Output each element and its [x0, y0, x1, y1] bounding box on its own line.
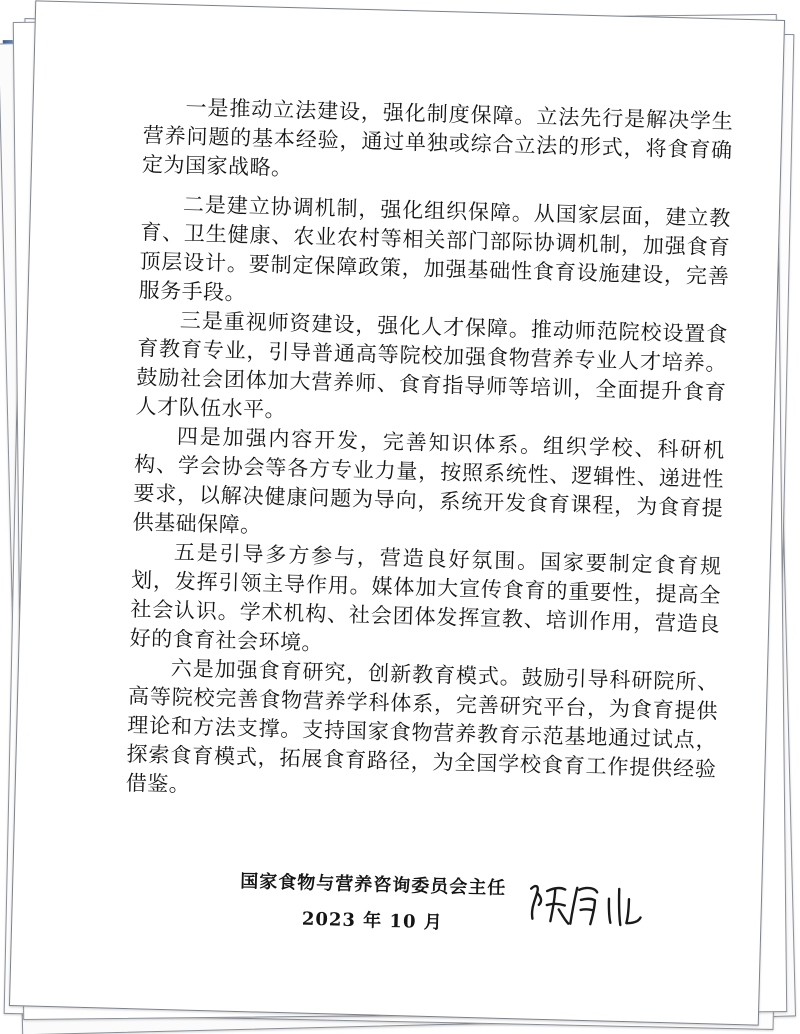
paragraph-content: 四是加强内容开发，完善知识体系。组织学校、科研机构、学会协会等各方专业力量，按照系统性、逻辑性、递进性要求，以解决健康问题为导向，系统开发食育课程，为食育提供基础保障。	[132, 424, 726, 538]
paragraph-research: 六是加强食育研究，创新教育模式。鼓励引导科研院所、高等院校完善食物营养学科体系，完善研究平台，为食育提供理论和方法支撑。支持国家食物营养教育示范基地通过试点，探索食育模式，拓展食育路径，为全国学校食育工作提供经验借鉴。	[125, 656, 719, 797]
paragraph-teachers: 三是重视师资建设，强化人才保障。推动师范院校设置食育教育专业，引导普通高等院校加强食物营养专业人才培养。鼓励社会团体加大营养师、食育指导师等培训，全面提升食育人才队伍水平。	[135, 308, 729, 423]
letter-page	[9, 0, 785, 1025]
paragraph-coordination: 二是建立协调机制，强化组织保障。从国家层面，建立教育、卫生健康、农业农村等相关部门部际协调机制，加强食育顶层设计。要制定保障政策，加强基础性食育设施建设，完善服务手段。	[138, 192, 732, 305]
paragraph-legislation: 一是推动立法建设，强化制度保障。立法先行是解决学生营养问题的基本经验，通过单独或综合立法的形式，将食育确定为国家战略。	[141, 95, 734, 181]
letter-closing	[162, 865, 584, 942]
signatory-title: 国家食物与营养咨询委员会主任	[240, 871, 507, 899]
handwritten-signature	[524, 874, 646, 937]
paragraph-participation: 五是引导多方参与，营造良好氛围。国家要制定食育规划，发挥引领主导作用。媒体加大宣传食育的重要性，提高全社会认识。学术机构、社会团体发挥宣教、培训作用，营造良好的食育社会环境。	[129, 540, 723, 656]
letter-body	[125, 92, 733, 813]
letter-date: 2023 年 10 月	[301, 908, 444, 934]
